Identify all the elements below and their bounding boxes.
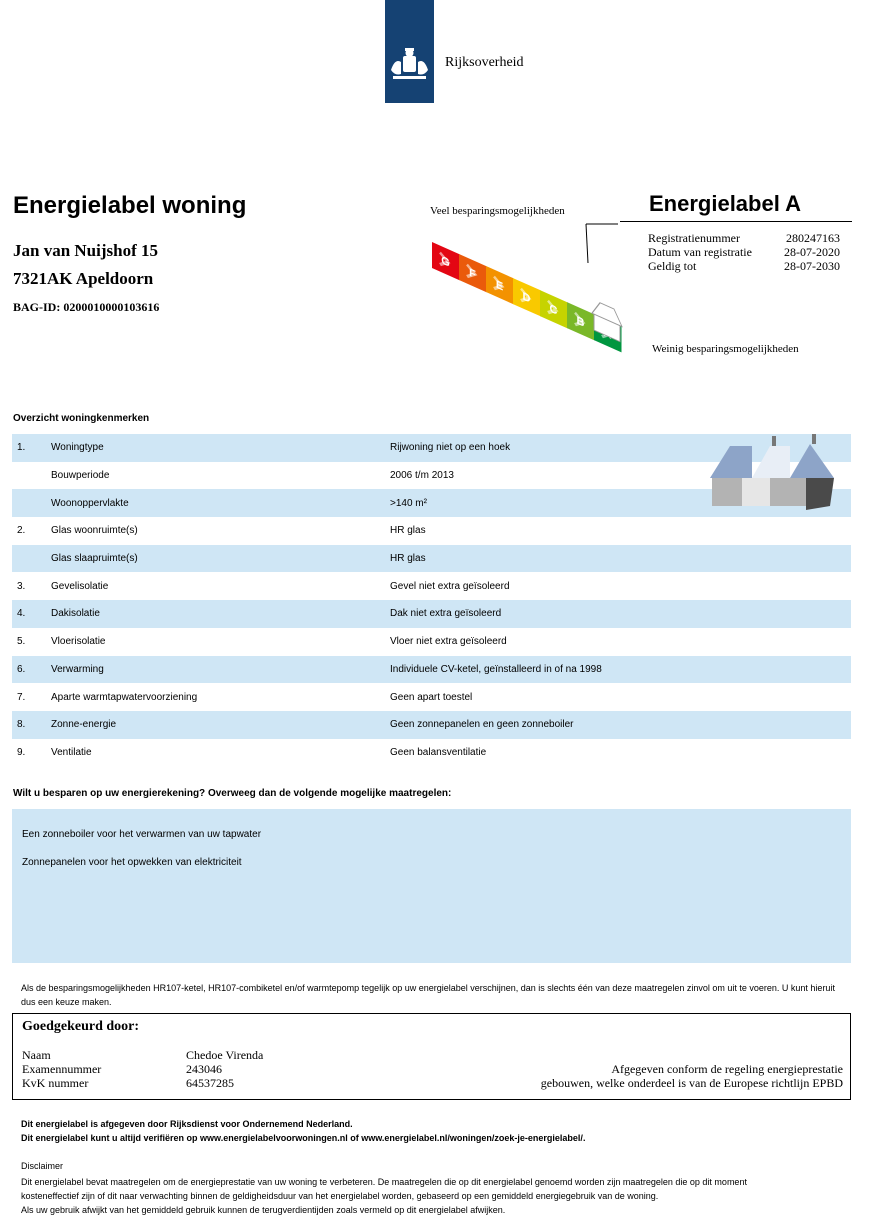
row-value: Geen apart toestel xyxy=(390,691,473,703)
row-key: Gevelisolatie xyxy=(51,580,109,592)
row-key: Zonne-energie xyxy=(51,719,117,731)
row-value: Geen zonnepanelen en geen zonneboiler xyxy=(390,719,574,731)
row-number: 1. xyxy=(17,442,26,454)
scale-letter-c: C xyxy=(549,302,558,318)
row-key: Aparte warmtapwatervoorziening xyxy=(51,691,198,703)
measure-item: Zonnepanelen voor het opwekken van elektriciteit xyxy=(22,857,242,868)
row-value: 2006 t/m 2013 xyxy=(390,470,454,482)
row-value: HR glas xyxy=(390,553,426,565)
row-key: Verwarming xyxy=(51,663,104,675)
meta-row-registration xyxy=(648,231,840,245)
row-value: Individuele CV-ketel, geïnstalleerd in of na 1998 xyxy=(390,663,602,675)
row-key: Dakisolatie xyxy=(51,608,100,620)
scale-letter-e: E xyxy=(495,278,504,294)
approved-heading: Goedgekeurd door: xyxy=(22,1019,140,1034)
approved-conform-line1: Afgegeven conform de regeling energieprestatie xyxy=(611,1062,843,1076)
approved-conform-line2: gebouwen, welke onderdeel is van de Europese richtlijn EPBD xyxy=(540,1076,843,1090)
row-number: 8. xyxy=(17,719,26,731)
table-row xyxy=(12,517,851,545)
meta-key: Registratienummer xyxy=(648,231,740,245)
table-row xyxy=(12,739,851,767)
disclaimer-line: kosteneffectief zijn of dit naar verwachting binnen de geldigheidsduur van het energielabel worden, gebaseerd op een gemiddeld energiegebruik van de woning. xyxy=(21,1191,659,1201)
terraced-house-icon xyxy=(710,434,836,514)
meta-value: 280247163 xyxy=(786,231,840,245)
meta-value: 28-07-2030 xyxy=(784,259,840,273)
meta-row-valid xyxy=(648,259,840,273)
approved-key: Naam xyxy=(22,1048,51,1062)
crest-icon xyxy=(385,0,434,103)
disclaimer-line: Als uw gebruik afwijkt van het gemiddeld gebruik kunnen de terugverdientijden zoals vermeld op dit energielabel afwijken. xyxy=(21,1205,506,1215)
meta-value: 28-07-2020 xyxy=(784,245,840,259)
row-number: 7. xyxy=(17,691,26,703)
scale-letter-d: D xyxy=(522,290,531,306)
row-value: Dak niet extra geïsoleerd xyxy=(390,608,502,620)
energy-scale-graphic xyxy=(420,220,680,360)
scale-letter-g: G xyxy=(441,254,450,270)
measures-note: Als de besparingsmogelijkheden HR107-ketel, HR107-combiketel en/of warmtepomp tegelijk op uw energielabel verschijnen, dan is slechts één van deze maatregelen zinvol om uit te voeren. U kunt hieruit dus een keuze maken. xyxy=(21,983,835,1007)
row-number: 6. xyxy=(17,663,26,675)
approved-key: KvK nummer xyxy=(22,1076,89,1090)
table-row xyxy=(12,711,851,739)
table-row xyxy=(12,656,851,684)
disclaimer-title: Disclaimer xyxy=(21,1161,64,1171)
scale-bottom-label: Weinig besparingsmogelijkheden xyxy=(652,343,799,355)
address-street: Jan van Nuijshof 15 xyxy=(13,241,159,260)
table-row xyxy=(12,600,851,628)
row-number: 3. xyxy=(17,580,26,592)
row-number: 4. xyxy=(17,608,26,620)
table-row xyxy=(12,572,851,600)
row-key: Woningtype xyxy=(51,442,104,454)
measure-item: Een zonneboiler voor het verwarmen van uw tapwater xyxy=(22,829,262,840)
page-title: Energielabel woning xyxy=(13,192,247,219)
row-value: Rijwoning niet op een hoek xyxy=(390,442,511,454)
scale-top-label: Veel besparingsmogelijkheden xyxy=(430,205,565,217)
bag-id: BAG-ID: 0200010000103616 xyxy=(13,300,160,314)
row-key: Bouwperiode xyxy=(51,470,110,482)
measures-box xyxy=(12,809,851,963)
row-value: Gevel niet extra geïsoleerd xyxy=(390,580,510,592)
scale-letter-f: F xyxy=(469,266,476,282)
approved-value: 243046 xyxy=(186,1062,222,1076)
footer-verify: Dit energielabel kunt u altijd verifiëren op www.energielabelvoorwoningen.nl of www.energielabel.nl/woningen/zoek-je-energielabel/. xyxy=(21,1133,586,1143)
meta-row-date xyxy=(648,245,840,259)
label-divider xyxy=(620,221,852,222)
overview-title: Overzicht woningkenmerken xyxy=(13,413,150,424)
row-key: Woonoppervlakte xyxy=(51,497,129,509)
scale-letter-b: B xyxy=(576,314,585,330)
logo-text: Rijksoverheid xyxy=(445,55,524,70)
row-key: Ventilatie xyxy=(51,746,92,758)
approved-key: Examennummer xyxy=(22,1062,102,1076)
table-row xyxy=(12,683,851,711)
disclaimer-text xyxy=(21,1175,841,1217)
meta-key: Datum van registratie xyxy=(648,245,752,259)
rijksoverheid-logo-bar xyxy=(385,0,434,103)
table-row xyxy=(12,545,851,573)
address-city: 7321AK Apeldoorn xyxy=(13,269,154,288)
row-key: Glas slaapruimte(s) xyxy=(51,553,138,565)
energy-label-heading: Energielabel A xyxy=(649,191,802,216)
meta-key: Geldig tot xyxy=(648,259,697,273)
row-number: 2. xyxy=(17,525,26,537)
table-row xyxy=(12,628,851,656)
row-value: Geen balansventilatie xyxy=(390,746,487,758)
row-number: 5. xyxy=(17,636,26,648)
approved-value: Chedoe Virenda xyxy=(186,1048,264,1062)
measures-question: Wilt u besparen op uw energierekening? Overweeg dan de volgende mogelijke maatregelen: xyxy=(13,788,452,799)
row-key: Glas woonruimte(s) xyxy=(51,525,138,537)
row-key: Vloerisolatie xyxy=(51,636,106,648)
disclaimer-line: Dit energielabel bevat maatregelen om de energieprestatie van uw woning te verbeteren. De maatregelen die op dit energielabel genoemd worden zijn maatregelen die op dit moment xyxy=(21,1177,747,1187)
row-value: >140 m² xyxy=(390,497,427,509)
row-value: Vloer niet extra geïsoleerd xyxy=(390,636,507,648)
footer-issued: Dit energielabel is afgegeven door Rijksdienst voor Ondernemend Nederland. xyxy=(21,1119,353,1129)
approved-value: 64537285 xyxy=(186,1076,234,1090)
row-value: HR glas xyxy=(390,525,426,537)
approved-box xyxy=(12,1013,851,1100)
row-number: 9. xyxy=(17,746,26,758)
label-meta xyxy=(648,231,840,273)
